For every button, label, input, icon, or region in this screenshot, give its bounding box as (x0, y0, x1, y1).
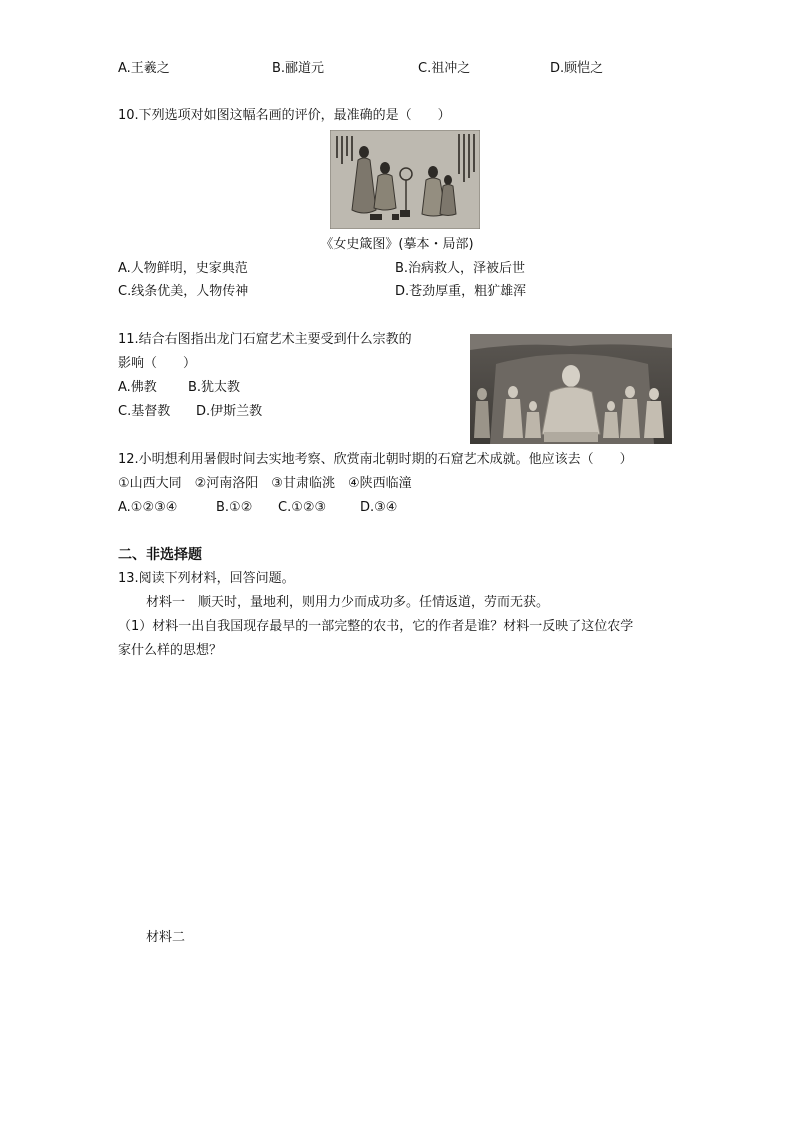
q9-option-c: C.祖冲之 (418, 61, 471, 76)
material-two: 材料二 (146, 930, 186, 945)
q11-option-c: C.基督教 (118, 404, 171, 419)
q13-sub1-line2: 家什么样的思想？ (118, 643, 223, 658)
q12-places: ①山西大同 ②河南洛阳 ③甘肃临洮 ④陕西临潼 (118, 476, 412, 491)
q10-option-d: D.苍劲厚重，粗犷雄浑 (395, 284, 527, 299)
q9-option-a: A.王羲之 (118, 61, 170, 76)
grottoes-illustration (470, 334, 672, 444)
q12-option-b: B.①② (216, 500, 253, 515)
longmen-grottoes-image (470, 334, 672, 444)
q13-sub1-line1: （1）材料一出自我国现存最早的一部完整的农书，它的作者是谁？材料一反映了这位农学 (118, 619, 634, 634)
q11-stem-line2: 影响（ ） (118, 356, 197, 371)
painting-illustration (330, 130, 480, 229)
q13-stem: 13.阅读下列材料，回答问题。 (118, 571, 295, 586)
q9-option-d: D.顾恺之 (550, 61, 604, 76)
painting-image (330, 130, 480, 229)
q10-option-b: B.治病救人，泽被后世 (395, 261, 526, 276)
q11-option-d: D.伊斯兰教 (196, 404, 263, 419)
q10-option-c: C.线条优美，人物传神 (118, 284, 249, 299)
q9-option-b: B.郦道元 (272, 61, 325, 76)
q12-stem: 12.小明想利用暑假时间去实地考察、欣赏南北朝时期的石窟艺术成就。他应该去（ ） (118, 452, 633, 467)
q11-option-a: A.佛教 (118, 380, 157, 395)
section-heading: 二、非选择题 (118, 547, 202, 563)
q12-option-a: A.①②③④ (118, 500, 178, 515)
q11-stem-line1: 11.结合右图指出龙门石窟艺术主要受到什么宗教的 (118, 332, 412, 347)
q12-option-d: D.③④ (360, 500, 398, 515)
q11-option-b: B.犹太教 (188, 380, 241, 395)
q12-option-c: C.①②③ (278, 500, 327, 515)
q10-stem: 10.下列选项对如图这幅名画的评价，最准确的是（ ） (118, 108, 451, 123)
material-one: 材料一 顺天时，量地利，则用力少而成功多。任情返道，劳而无获。 (146, 595, 550, 610)
q10-option-a: A.人物鲜明，史家典范 (118, 261, 248, 276)
painting-caption: 《女史箴图》(摹本・局部) (320, 237, 474, 252)
